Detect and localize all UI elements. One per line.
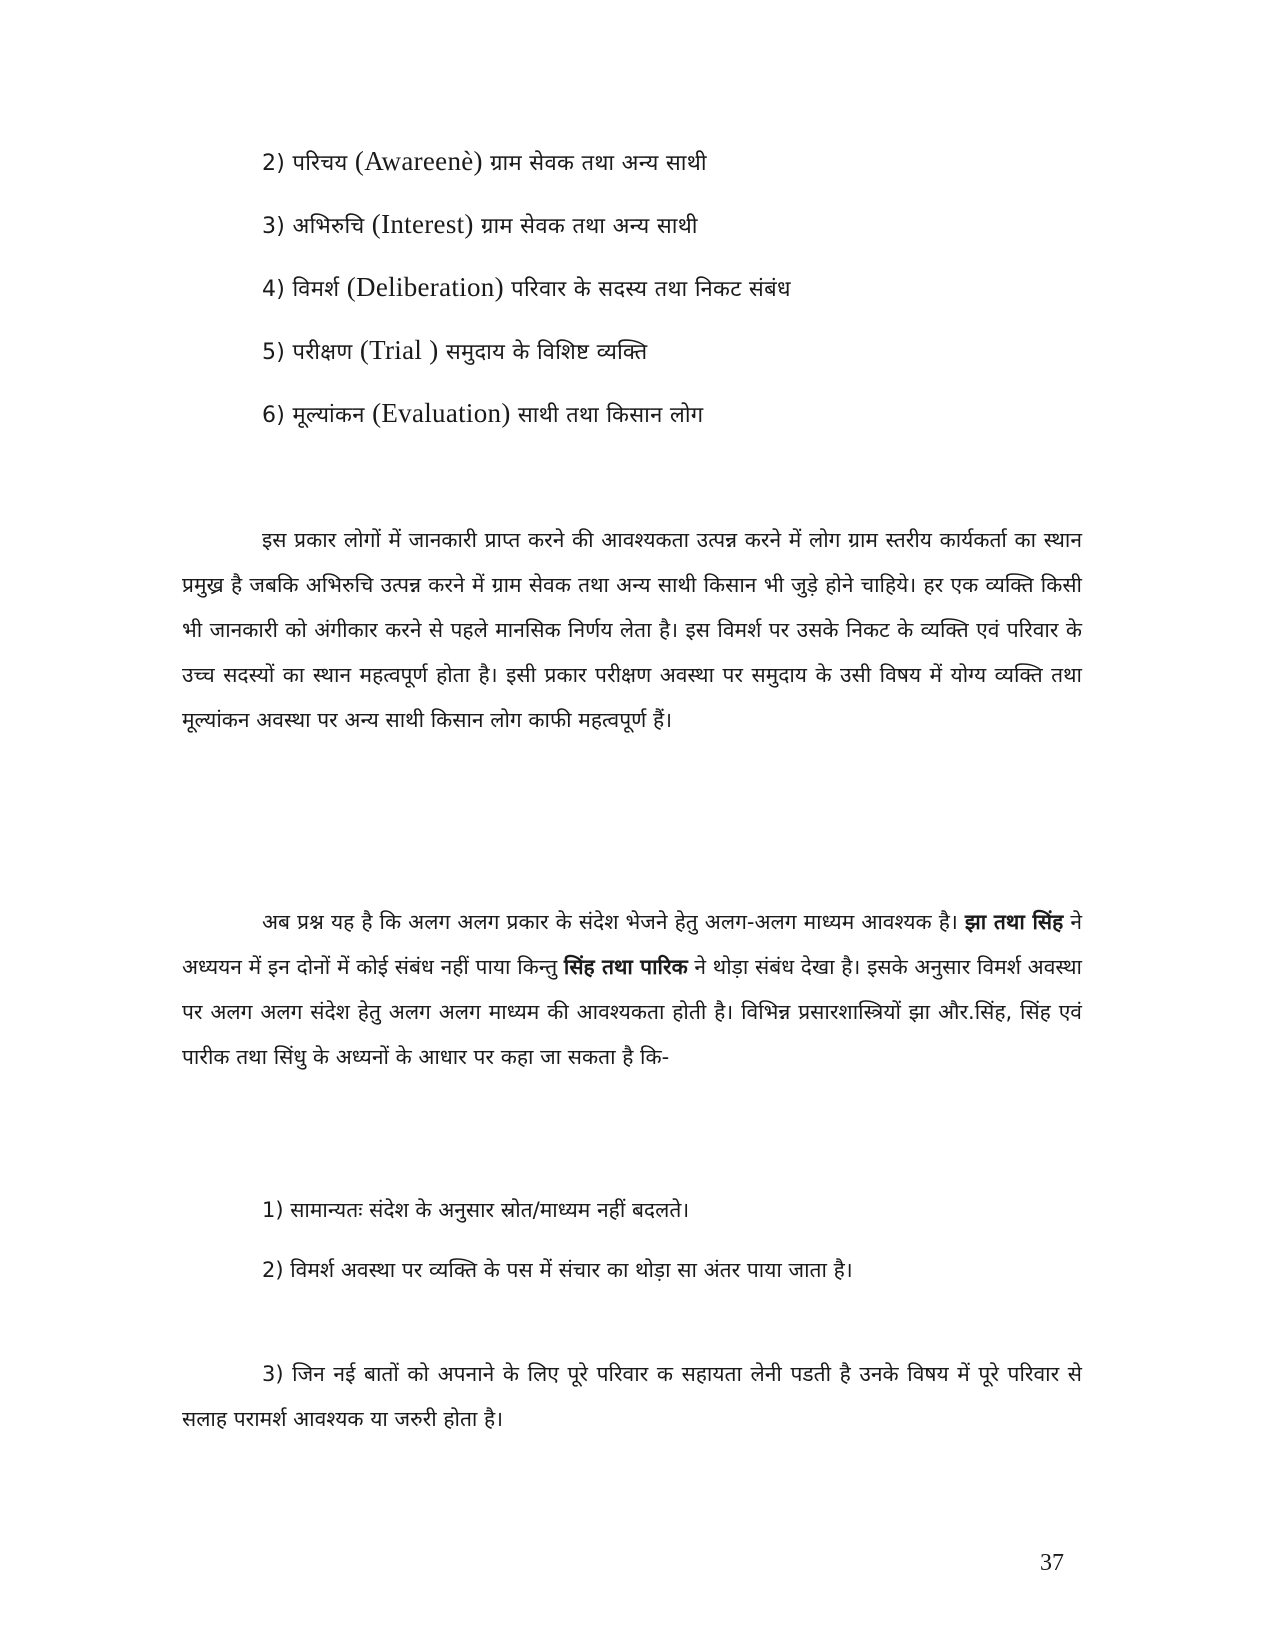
conclusion-text: 1) सामान्यतः संदेश के अनुसार स्रोत/माध्यम नहीं बदलते। [262, 1198, 690, 1222]
stage-name-hindi: विमर्श [292, 277, 340, 302]
stage-number: 3) [262, 214, 286, 239]
stage-source: साथी तथा किसान लोग [517, 403, 704, 428]
stage-name-english: (Deliberation) [346, 272, 504, 302]
body-paragraph-1 [182, 518, 1082, 743]
paragraph-text: ने अध्ययन में इन दोनों में कोई संबंध नहीं पाया किन्तु [182, 910, 1082, 979]
stage-item [262, 146, 1162, 176]
stage-number: 2) [262, 151, 286, 176]
paragraph-text: इस प्रकार लोगों में जानकारी प्राप्त करने की आवश्यकता उत्पन्न करने में लोग ग्राम स्तरीय कार्यकर्ता का स्थान प्रमुख्र है जबकि अभिरुचि उत्पन्न करने में ग्राम सेवक तथा अन्य साथी किसान भी जुड़े होने चाहिये। हर एक व्यक्ति किसी भी जानकारी को अंगीकार करने से पहले मानसिक निर्णय लेता है। इस विमर्श पर उसके निकट के व्यक्ति एवं परिवार के उच्च सदस्यों का स्थान महत्वपूर्ण होता है। इसी प्रकार परीक्षण अवस्था पर समुदाय के उसी विषय में योग्य व्यक्ति तथा मूल्यांकन अवस्था पर अन्य साथी किसान लोग काफी महत्वपूर्ण हैं। [182, 528, 1082, 732]
stage-name-hindi: अभिरुचि [292, 214, 365, 239]
paragraph-text: अब प्रश्न यह है कि अलग अलग प्रकार के संदेश भेजने हेतु अलग-अलग माध्यम आवश्यक है। [262, 910, 958, 934]
author-citation: सिंह तथा पारिक [563, 955, 688, 979]
stage-name-english: (Trial ) [359, 335, 439, 365]
stage-item [262, 335, 1162, 365]
stage-number: 5) [262, 340, 286, 365]
stage-name-english: (Interest) [371, 209, 474, 239]
stage-source: समुदाय के विशिष्ट व्यक्ति [445, 340, 648, 365]
stage-item [262, 272, 1162, 302]
stage-name-english: (Evaluation) [372, 398, 511, 428]
author-citation: झा तथा सिंह [964, 910, 1064, 934]
stage-number: 4) [262, 277, 286, 302]
stage-source: ग्राम सेवक तथा अन्य साथी [481, 214, 698, 239]
conclusion-item [182, 1248, 1082, 1293]
stage-name-hindi: परिचय [292, 151, 348, 176]
stage-item [262, 398, 1162, 428]
conclusion-text: 3) जिन नई बातों को अपनाने के लिए पूरे परिवार क सहायता लेनी पडती है उनके विषय में पूरे परिवार से सलाह परामर्श आवश्यक या जरुरी होता है। [182, 1362, 1082, 1431]
stage-name-hindi: परीक्षण [292, 340, 353, 365]
stage-source: परिवार के सदस्य तथा निकट संबंध [511, 277, 791, 302]
conclusion-text: 2) विमर्श अवस्था पर व्यक्ति के पस में संचार का थोड़ा सा अंतर पाया जाता है। [262, 1258, 853, 1282]
body-paragraph-2 [182, 900, 1082, 1080]
stage-item [262, 209, 1162, 239]
stage-name-hindi: मूल्यांकन [292, 403, 365, 428]
stage-number: 6) [262, 403, 286, 428]
adoption-stages-list [262, 146, 1162, 461]
stage-source: ग्राम सेवक तथा अन्य साथी [490, 151, 707, 176]
page-number: 37 [1040, 1550, 1064, 1576]
paragraph-text: ने थोड़ा संबंध देखा है। इसके अनुसार विमर्श अवस्था पर अलग अलग संदेश हेतु अलग अलग माध्यम की आवश्यकता होती है। विभिन्न प्रसारशास्त्रियों झा और.सिंह, सिंह एवं पारीक तथा सिंधु के अध्यनों के आधार पर कहा जा सकता है कि- [182, 955, 1082, 1069]
stage-name-english: (Awareenè) [354, 146, 483, 176]
conclusion-item [182, 1188, 1082, 1233]
conclusion-item [182, 1352, 1082, 1442]
